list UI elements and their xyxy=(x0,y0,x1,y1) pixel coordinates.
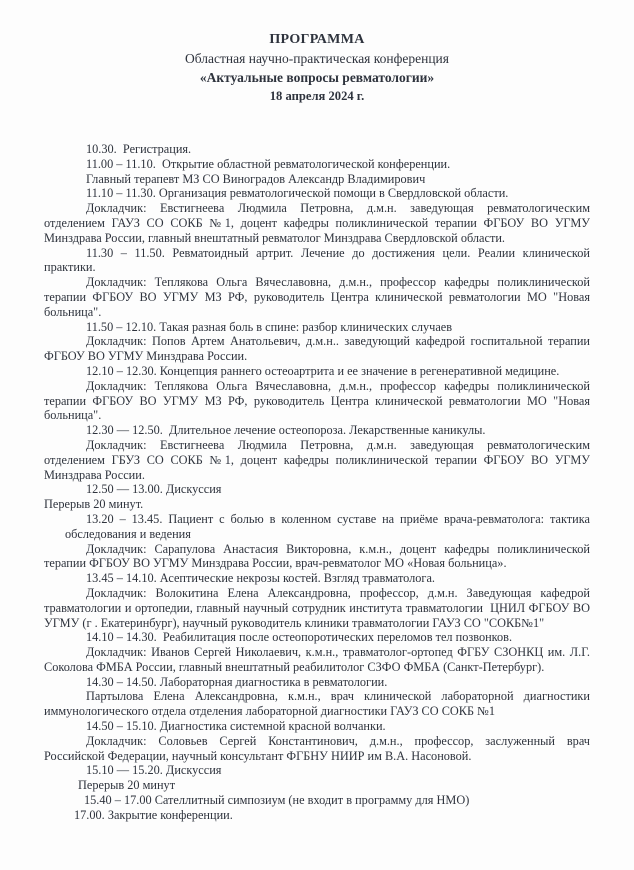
speaker-line: Докладчик: Волокитина Елена Александровна, профессор, д.м.н. Заведующая кафедрой травматологии и ортопедии, главный научный сотрудник института травматологии ЦНИЛ ФГБОУ ВО УГМУ (г . Екатеринбург), научный руководитель клиники травматологии ГАУЗ СО "СОКБ№1" xyxy=(44,585,590,630)
break-line: Перерыв 20 минут xyxy=(78,778,176,793)
conference-date: 18 апреля 2024 г. xyxy=(269,89,365,103)
speaker-line: Докладчик: Теплякова Ольга Вячеславовна, д.м.н., профессор кафедры поликлинической терапии ФГБОУ ВО УГМУ МЗ РФ, руководитель Центра клинической ревматологии МО "Новая больница". xyxy=(44,378,590,423)
session-line: 14.50 – 15.10. Диагностика системной красной волчанки. xyxy=(86,719,386,734)
speaker-line: Докладчик: Сарапулова Анастасия Викторовна, к.м.н., доцент кафедры поликлинической терапии ФГБОУ ВО УГМУ Минздрава России, врач-ревматолог МО «Новая больница». xyxy=(44,541,590,571)
session-line: 11.10 – 11.30. Организация ревматологической помощи в Свердловской области. xyxy=(86,186,509,201)
session-line-opening: 11.00 – 11.10. Открытие областной ревматологической конференции. xyxy=(86,156,451,171)
session-line: 11.30 – 11.50. Ревматоидный артрит. Лечение до достижения цели. Реалии клинической практики. xyxy=(44,245,590,275)
session-line: 11.50 – 12.10. Такая разная боль в спине: разбор клинических случаев xyxy=(86,319,453,334)
session-line-satellite: 15.40 – 17.00 Сателлитный симпозиум (не входит в программу для НМО) xyxy=(84,793,470,808)
conference-type: Областная научно-практическая конференция xyxy=(185,51,449,66)
speaker-line: Докладчик: Теплякова Ольга Вячеславовна, д.м.н., профессор кафедры поликлинической терапии ФГБОУ ВО УГМУ МЗ РФ, руководитель Центра клинической ревматологии МО "Новая больница". xyxy=(44,275,590,319)
speaker-line: Докладчик: Соловьев Сергей Константинович, д.м.н., профессор, заслуженный врач Российской Федерации, научный консультант ФГБНУ НИИР им В.А. Насоновой. xyxy=(44,733,590,763)
document-header xyxy=(44,30,590,106)
session-line: 14.10 – 14.30. Реабилитация после остеопоротических переломов тел позвонков. xyxy=(86,630,513,645)
document-title: ПРОГРАММА xyxy=(269,32,365,47)
speaker-line: Партылова Елена Александровна, к.м.н., врач клинической лабораторной диагностики иммунологического отдела отделения лабораторной диагностики ГАУЗ СО СОКБ №1 xyxy=(44,689,590,719)
speaker-line: Докладчик: Иванов Сергей Николаевич, к.м.н., травматолог-ортопед ФГБУ СЗОНКЦ им. Л.Г. Соколова ФМБА России, главный внештатный реабилитолог СЗФО ФМБА (Санкт-Петербург). xyxy=(44,645,590,674)
speaker-line: Докладчик: Евстигнеева Людмила Петровна, д.м.н. заведующая ревматологическим отделением ГБУЗ СО СОКБ №1, доцент кафедры поликлинической терапии ФГБОУ ВО УГМУ Минздрава России. xyxy=(44,437,590,482)
session-line-closing: 17.00. Закрытие конференции. xyxy=(74,807,233,822)
break-line: Перерыв 20 минут. xyxy=(44,497,144,512)
session-line: 13.20 – 13.45. Пациент с болью в коленном суставе на приёме врача-ревматолога: тактика обследования и ведения xyxy=(65,511,590,541)
session-line-registration: 10.30. Регистрация. xyxy=(86,142,192,156)
speaker-line-chief-therapist: Главный терапевт МЗ СО Виноградов Александр Владимирович xyxy=(86,171,426,186)
speaker-line: Докладчик: Попов Артем Анатольевич, д.м.н.. заведующий кафедрой госпитальной терапии ФГБОУ ВО УГМУ Минздрава России. xyxy=(44,334,590,364)
session-line: 14.30 – 14.50. Лабораторная диагностика в ревматологии. xyxy=(86,674,388,689)
session-line-discussion: 12.50 — 13.00. Дискуссия xyxy=(86,482,222,497)
conference-name: «Актуальные вопросы ревматологии» xyxy=(199,70,435,85)
session-line: 12.30 — 12.50. Длительное лечение остеопороза. Лекарственные каникулы. xyxy=(86,423,486,438)
session-line: 13.45 – 14.10. Асептические некрозы костей. Взгляд травматолога. xyxy=(86,571,436,586)
speaker-line: Докладчик: Евстигнеева Людмила Петровна, д.м.н. заведующая ревматологическим отделением ГАУЗ СО СОКБ №1, доцент кафедры поликлинической терапии ФГБОУ ВО УГМУ Минздрава России, главный внештатный ревматолог Минздрава Свердловской области. xyxy=(44,201,590,245)
program-body xyxy=(44,142,590,823)
session-line-discussion: 15.10 — 15.20. Дискуссия xyxy=(86,763,222,778)
session-line: 12.10 – 12.30. Концепция раннего остеоартрита и ее значение в регенеративной медицине. xyxy=(86,363,560,378)
